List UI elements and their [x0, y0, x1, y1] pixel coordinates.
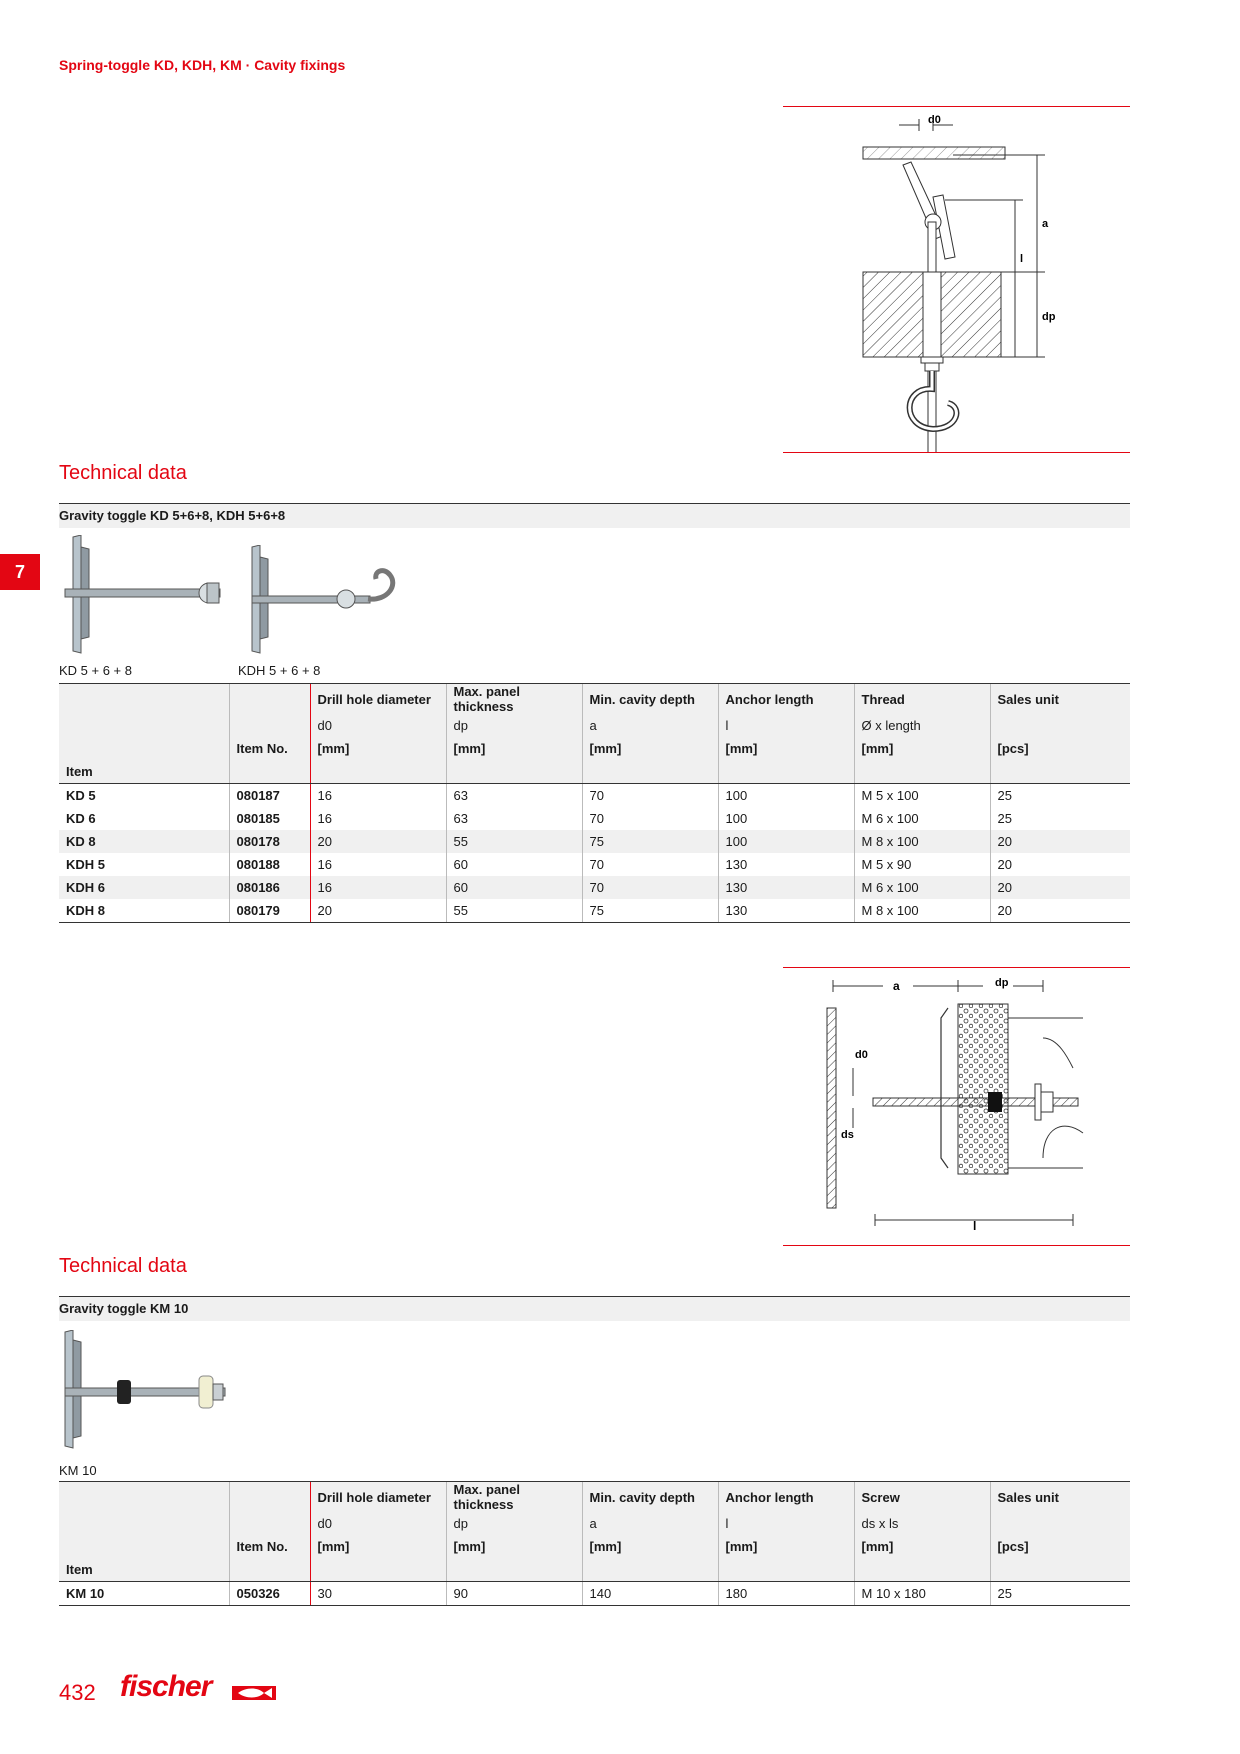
diagram1-bottom-rule — [783, 452, 1130, 453]
table-header-row — [59, 684, 1130, 715]
symbol-a: a — [582, 714, 718, 737]
table-symbol-row — [59, 714, 1130, 737]
kd-label-l: l — [1020, 253, 1024, 265]
section1-subtitle: Gravity toggle KD 5+6+8, KDH 5+6+8 — [59, 504, 1130, 528]
table-unit-row: Item No. [mm] [mm] [mm] [mm] [mm] [pcs] — [59, 1535, 1130, 1558]
km-label-ds: ds — [841, 1129, 854, 1141]
table-item-row: Item — [59, 1558, 1130, 1582]
section2-subtitle: Gravity toggle KM 10 — [59, 1297, 1130, 1321]
kd-technical-table — [59, 683, 1130, 923]
fischer-logo: fischer — [120, 1670, 212, 1703]
unit: [pcs] — [990, 737, 1130, 760]
table-header-row: Drill hole diameter Max. panel thickness Min. cavity depth Anchor length Screw Sales unit — [59, 1482, 1130, 1513]
item-header: Item — [59, 760, 229, 784]
km10-caption: KM 10 — [59, 1463, 97, 1478]
km-label-dp: dp — [995, 977, 1009, 989]
item-no-header: Item No. — [229, 737, 310, 760]
table-row: KM 10 050326 30 90 140 180 M 10 x 180 25 — [59, 1582, 1130, 1606]
diagram2-bottom-rule — [783, 1245, 1130, 1246]
table-item-row — [59, 760, 1130, 784]
km-label-a: a — [893, 979, 900, 993]
table-row: KD 8 080178 20 55 75 100 M 8 x 100 20 — [59, 830, 1130, 853]
kd-label-dp: dp — [1042, 311, 1056, 323]
unit: [mm] — [446, 737, 582, 760]
col-drill-hole-diameter: Drill hole diameter — [310, 684, 446, 715]
km-technical-table — [59, 1481, 1130, 1606]
kdh-caption: KDH 5 + 6 + 8 — [238, 663, 321, 678]
table-row: KDH 6 080186 16 60 70 130 M 6 x 100 20 — [59, 876, 1130, 899]
kd-installation-diagram — [783, 107, 1130, 452]
km-label-l: l — [973, 1219, 977, 1233]
km10-product-image — [59, 1330, 229, 1450]
symbol-thread: Ø x length — [854, 714, 990, 737]
page-number: 432 — [59, 1680, 96, 1705]
kd-product-image — [59, 535, 229, 655]
chapter-tab[interactable]: 7 — [0, 554, 40, 590]
col-sales-unit: Sales unit — [990, 684, 1130, 715]
unit: [mm] — [310, 737, 446, 760]
page-header-title: Spring-toggle KD, KDH, KM · Cavity fixings — [59, 57, 346, 73]
unit: [mm] — [718, 737, 854, 760]
km-label-d0: d0 — [855, 1049, 868, 1061]
symbol-dp: dp — [446, 714, 582, 737]
col-thread: Thread — [854, 684, 990, 715]
symbol-l: l — [718, 714, 854, 737]
fish-logo-icon — [232, 1684, 276, 1702]
table-symbol-row: d0 dp a l ds x ls — [59, 1512, 1130, 1535]
symbol-d0: d0 — [310, 714, 446, 737]
kd-label-d0: d0 — [928, 114, 941, 126]
col-anchor-length: Anchor length — [718, 684, 854, 715]
table-row: KDH 5 080188 16 60 70 130 M 5 x 90 20 — [59, 853, 1130, 876]
km-installation-diagram — [783, 968, 1130, 1245]
section1-title: Technical data — [59, 462, 187, 484]
table-row: KDH 8 080179 20 55 75 130 M 8 x 100 20 — [59, 899, 1130, 923]
symbol-sales — [990, 714, 1130, 737]
table-unit-row — [59, 737, 1130, 760]
table-row: KD 6 080185 16 63 70 100 M 6 x 100 25 — [59, 807, 1130, 830]
section2-title: Technical data — [59, 1255, 187, 1277]
table-row: KD 5 080187 16 63 70 100 M 5 x 100 25 — [59, 784, 1130, 808]
unit: [mm] — [854, 737, 990, 760]
kdh-product-image — [238, 545, 408, 655]
kd-caption: KD 5 + 6 + 8 — [59, 663, 132, 678]
col-min-cavity-depth: Min. cavity depth — [582, 684, 718, 715]
unit: [mm] — [582, 737, 718, 760]
col-max-panel-thickness: Max. panel thickness — [446, 684, 582, 715]
kd-label-a: a — [1042, 218, 1049, 230]
